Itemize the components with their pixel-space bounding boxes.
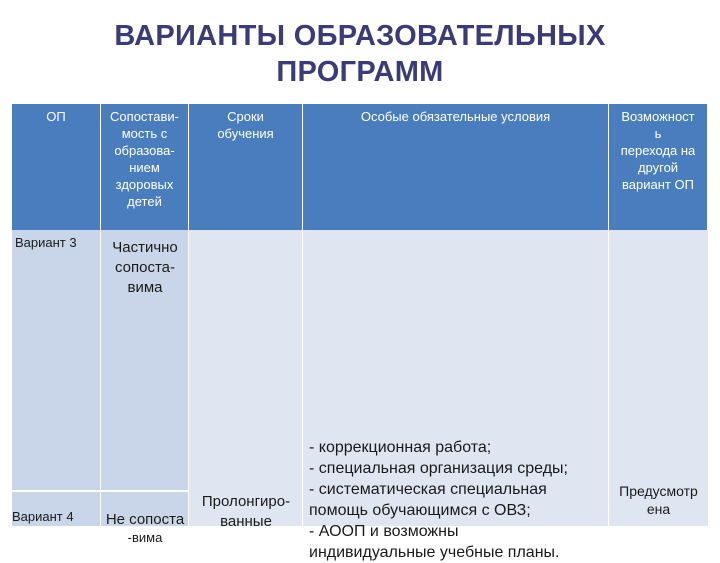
comparability-line: Частично: [112, 239, 178, 256]
programs-table: [12, 104, 708, 561]
title-line-1: ВАРИАНТЫ ОБРАЗОВАТЕЛЬНЫХ: [114, 20, 606, 52]
comparability-line: вима: [127, 279, 163, 296]
comparability-line: Не сопоста: [105, 511, 185, 528]
title-line-2: ПРОГРАММ: [276, 56, 444, 88]
header-op-line: ОП: [46, 109, 66, 124]
header-comparability-line: Сопостави-: [110, 109, 179, 124]
header-possibility-line: Возможност: [621, 109, 695, 124]
terms-column: [189, 230, 303, 530]
header-terms-line: обучения: [217, 126, 274, 141]
condition-line: помощь обучающимся с ОВЗ;: [309, 502, 531, 519]
header-conditions: [303, 104, 609, 230]
condition-line: - коррекционная работа;: [309, 439, 492, 456]
conditions-column: [303, 230, 609, 561]
possibility-line: ена: [646, 501, 671, 517]
comparability-column: [101, 230, 189, 545]
condition-line: - АООП и возможны: [309, 523, 459, 540]
row-divider: [12, 490, 100, 492]
condition-line: индивидуальные учебные планы.: [309, 544, 560, 561]
possibility-column: [609, 230, 708, 526]
possibility-value: [609, 482, 708, 518]
op-column: [12, 230, 101, 526]
possibility-line: Предусмотр: [619, 483, 698, 499]
header-terms-line: Сроки: [227, 109, 264, 124]
terms-value: [189, 492, 303, 532]
terms-line: Пролонгиро-: [201, 493, 291, 510]
header-comparability-line: детей: [127, 194, 162, 209]
variant-4-label: Вариант 4: [12, 509, 74, 524]
header-possibility-line: другой: [637, 160, 679, 175]
condition-line: - систематическая специальная: [309, 481, 547, 498]
page-title: [40, 18, 680, 90]
variant-3-label: Вариант 3: [15, 235, 77, 250]
condition-line: - специальная организация среды;: [309, 460, 568, 477]
header-conditions-line: Особые обязательные условия: [360, 109, 551, 124]
header-comparability-line: образова-: [114, 143, 175, 158]
header-comparability-line: мость с: [121, 126, 168, 141]
header-possibility-line: перехода на: [620, 143, 696, 158]
header-comparability-line: здоровых: [115, 177, 174, 192]
header-possibility: [609, 104, 708, 230]
header-terms: [189, 104, 303, 230]
header-comparability-line: нием: [129, 160, 160, 175]
variant-4-comparability: [101, 511, 189, 547]
variant-3-comparability: [101, 238, 189, 298]
comparability-line: сопоста-: [114, 259, 175, 276]
header-op: [12, 104, 101, 230]
header-possibility-line: вариант ОП: [622, 177, 694, 192]
conditions-list: [309, 437, 609, 563]
row-divider: [101, 490, 188, 492]
header-possibility-line: ь: [654, 126, 662, 141]
header-comparability: [101, 104, 189, 230]
comparability-line: -вима: [127, 530, 163, 545]
terms-line: ванные: [220, 513, 272, 530]
